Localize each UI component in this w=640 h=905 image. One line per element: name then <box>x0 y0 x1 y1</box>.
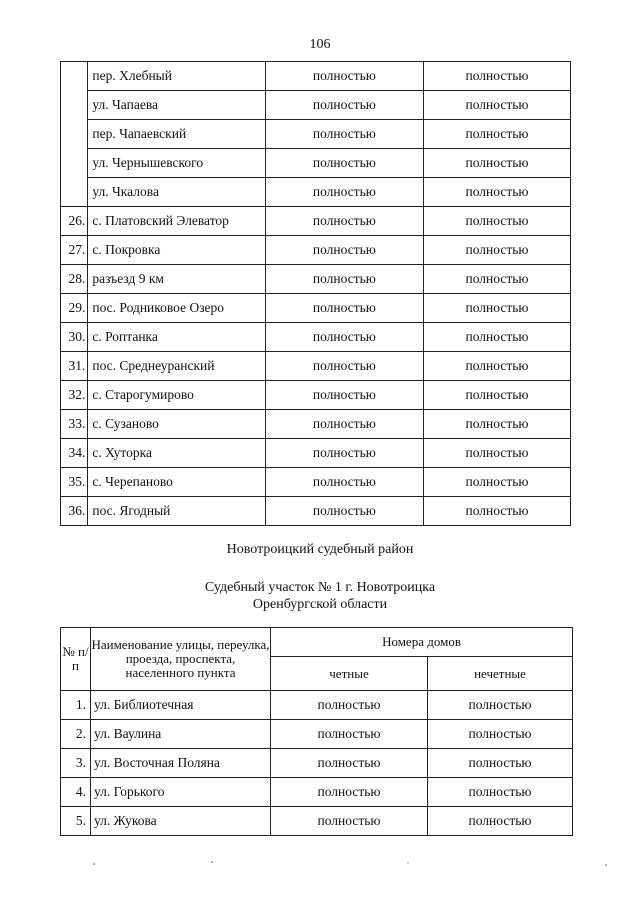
row-odd: полностью <box>423 120 570 149</box>
row-number <box>61 91 88 120</box>
row-odd: полностью <box>423 468 570 497</box>
row-even: полностью <box>265 468 423 497</box>
row-number: 4. <box>61 778 91 807</box>
row-number: 5. <box>61 807 91 836</box>
table-row <box>61 323 571 352</box>
row-name: пос. Среднеуранский <box>88 352 265 381</box>
row-number: 27. <box>61 236 88 265</box>
row-number: 30. <box>61 323 88 352</box>
row-even: полностью <box>271 778 428 807</box>
table-row <box>61 149 571 178</box>
row-even: полностью <box>265 91 423 120</box>
row-odd: полностью <box>423 207 570 236</box>
row-even: полностью <box>265 236 423 265</box>
row-number: 28. <box>61 265 88 294</box>
row-odd: полностью <box>423 294 570 323</box>
row-name: пос. Родниковое Озеро <box>88 294 265 323</box>
row-name: пос. Ягодный <box>88 497 265 526</box>
table-row <box>61 207 571 236</box>
table-row <box>61 265 571 294</box>
row-number <box>61 149 88 178</box>
table-row <box>61 236 571 265</box>
row-odd: полностью <box>428 807 573 836</box>
row-number <box>61 62 88 91</box>
table-row <box>61 62 571 91</box>
streets-table-continued <box>60 61 571 526</box>
table-row <box>61 410 571 439</box>
row-even: полностью <box>265 265 423 294</box>
row-number: 1. <box>61 691 91 720</box>
row-odd: полностью <box>423 497 570 526</box>
row-name: с. Хуторка <box>88 439 265 468</box>
section-streets-table-body <box>61 691 573 836</box>
row-name: с. Роптанка <box>88 323 265 352</box>
row-name: с. Сузаново <box>88 410 265 439</box>
district-title: Новотроицкий судебный район <box>226 542 414 557</box>
table-row <box>61 749 573 778</box>
row-number: 2. <box>61 720 91 749</box>
row-name: ул. Чапаева <box>88 91 265 120</box>
row-even: полностью <box>271 720 428 749</box>
table-row <box>61 381 571 410</box>
row-even: полностью <box>265 294 423 323</box>
row-number: 33. <box>61 410 88 439</box>
header-odd: нечетные <box>428 657 573 691</box>
row-name: с. Старогумирово <box>88 381 265 410</box>
row-name: пер. Чапаевский <box>88 120 265 149</box>
section-title-line2: Оренбургской области <box>252 597 388 612</box>
row-even: полностью <box>265 352 423 381</box>
row-odd: полностью <box>423 410 570 439</box>
row-even: полностью <box>265 62 423 91</box>
row-number <box>61 120 88 149</box>
row-odd: полностью <box>428 691 573 720</box>
row-number: 32. <box>61 381 88 410</box>
table-row <box>61 720 573 749</box>
row-name: с. Черепаново <box>88 468 265 497</box>
table-row <box>61 497 571 526</box>
row-odd: полностью <box>423 91 570 120</box>
row-name: пер. Хлебный <box>88 62 265 91</box>
row-odd: полностью <box>423 265 570 294</box>
row-odd: полностью <box>423 381 570 410</box>
row-even: полностью <box>265 178 423 207</box>
row-even: полностью <box>265 149 423 178</box>
table-row <box>61 91 571 120</box>
row-name: ул. Чкалова <box>88 178 265 207</box>
row-odd: полностью <box>423 352 570 381</box>
row-odd: полностью <box>428 778 573 807</box>
row-name: с. Покровка <box>88 236 265 265</box>
row-number: 31. <box>61 352 88 381</box>
row-odd: полностью <box>423 439 570 468</box>
row-number: 34. <box>61 439 88 468</box>
row-even: полностью <box>271 749 428 778</box>
row-odd: полностью <box>423 236 570 265</box>
row-even: полностью <box>265 207 423 236</box>
row-odd: полностью <box>423 323 570 352</box>
table-row <box>61 294 571 323</box>
row-odd: полностью <box>428 720 573 749</box>
table-row <box>61 352 571 381</box>
row-name: ул. Чернышевского <box>88 149 265 178</box>
table-row <box>61 807 573 836</box>
header-number: № п/п <box>61 628 91 691</box>
table-row <box>61 778 573 807</box>
row-number: 35. <box>61 468 88 497</box>
row-number: 29. <box>61 294 88 323</box>
row-name: ул. Жукова <box>91 807 271 836</box>
header-name: Наименование улицы, переулка, проезда, проспекта, населенного пункта <box>91 628 271 691</box>
scan-specks <box>0 858 640 870</box>
row-even: полностью <box>265 120 423 149</box>
table-row <box>61 178 571 207</box>
row-odd: полностью <box>428 749 573 778</box>
table-row <box>61 691 573 720</box>
table-row <box>61 120 571 149</box>
row-name: ул. Горького <box>91 778 271 807</box>
page-number: 106 <box>309 37 331 52</box>
row-even: полностью <box>265 323 423 352</box>
row-even: полностью <box>271 691 428 720</box>
row-odd: полностью <box>423 149 570 178</box>
header-even: четные <box>271 657 428 691</box>
row-even: полностью <box>271 807 428 836</box>
section-title-line1: Судебный участок № 1 г. Новотроицка <box>204 580 436 595</box>
streets-table-body <box>61 62 571 526</box>
section-streets-table <box>60 627 573 836</box>
row-name: ул. Библиотечная <box>91 691 271 720</box>
row-even: полностью <box>265 439 423 468</box>
row-number <box>61 178 88 207</box>
row-name: с. Платовский Элеватор <box>88 207 265 236</box>
row-even: полностью <box>265 410 423 439</box>
row-even: полностью <box>265 497 423 526</box>
row-number: 3. <box>61 749 91 778</box>
row-number: 36. <box>61 497 88 526</box>
table-row <box>61 468 571 497</box>
table-row <box>61 439 571 468</box>
row-number: 26. <box>61 207 88 236</box>
row-name: разъезд 9 км <box>88 265 265 294</box>
row-odd: полностью <box>423 62 570 91</box>
row-name: ул. Восточная Поляна <box>91 749 271 778</box>
row-name: ул. Ваулина <box>91 720 271 749</box>
header-house-numbers: Номера домов <box>271 628 573 657</box>
row-even: полностью <box>265 381 423 410</box>
row-odd: полностью <box>423 178 570 207</box>
